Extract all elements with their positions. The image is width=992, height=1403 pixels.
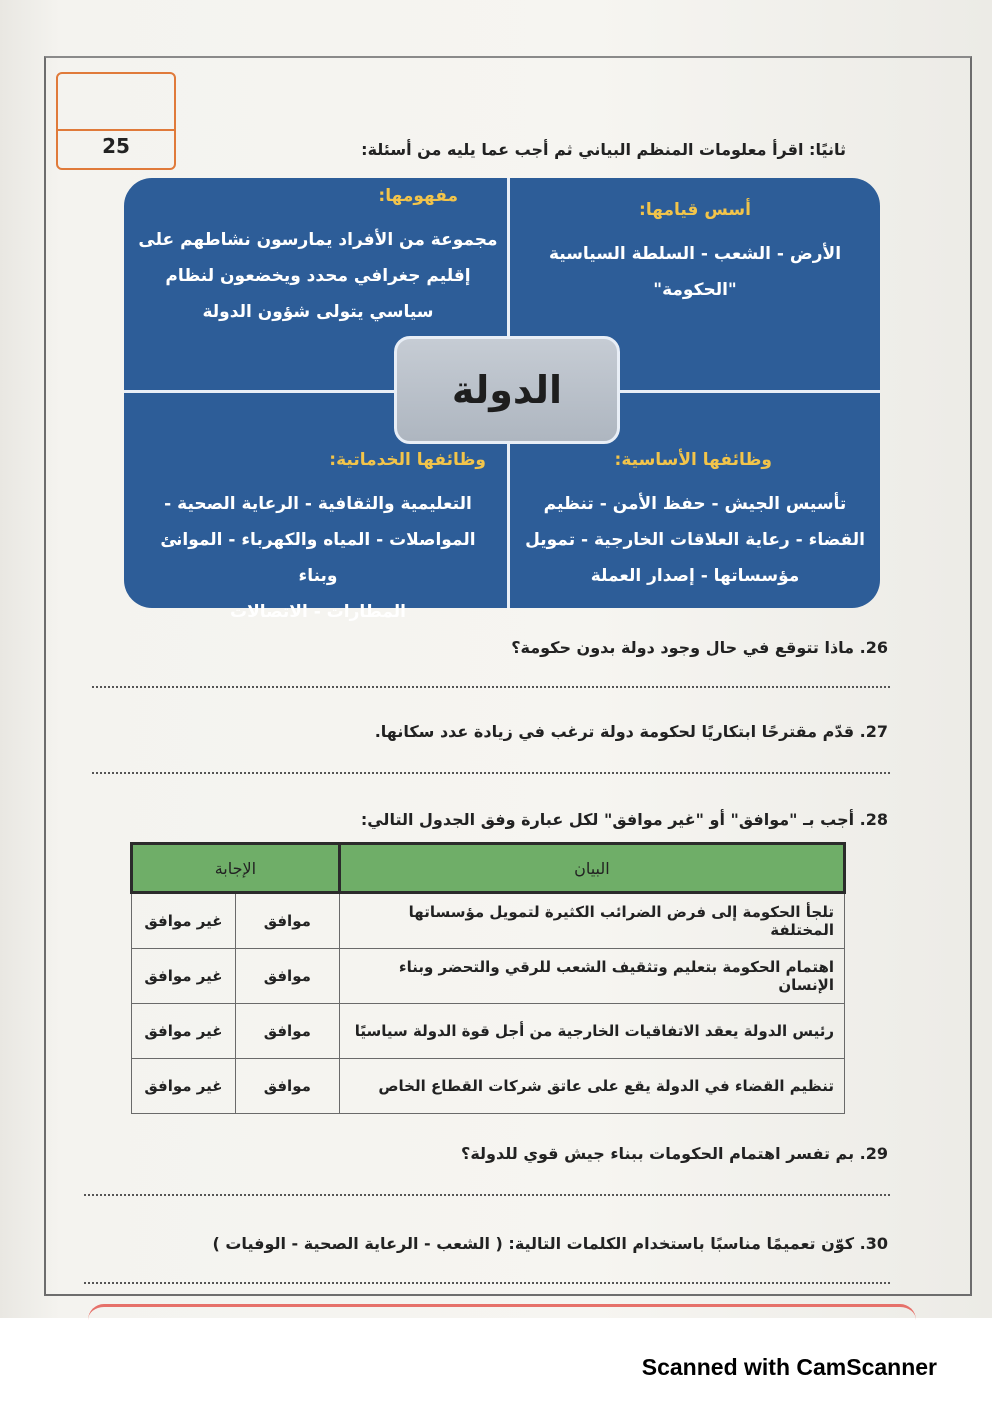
page-number-box — [56, 72, 176, 170]
answer-line-30[interactable] — [84, 1282, 890, 1284]
scanner-watermark: Scanned with CamScanner — [641, 1354, 937, 1380]
page-number-divider — [58, 129, 174, 131]
question-27: 27. قدّم مقترحًا ابتكاريًا لحكومة دولة ترغب في زيادة عدد سكانها. — [374, 722, 888, 741]
quadrant-line: مجموعة من الأفراد يمارسون نشاطهم على — [138, 230, 498, 250]
agree-option[interactable]: موافق — [235, 1059, 339, 1114]
statement-cell: تلجأ الحكومة إلى فرض الضرائب الكثيرة لتمويل مؤسساتها المختلفة — [339, 893, 844, 949]
question-29: 29. بم تفسر اهتمام الحكومات ببناء جيش قوي للدولة؟ — [461, 1144, 888, 1163]
quadrant-line: تأسيس الجيش - حفظ الأمن - تنظيم — [543, 494, 847, 514]
agree-option[interactable]: موافق — [235, 893, 339, 949]
disagree-option[interactable]: غير موافق — [132, 949, 236, 1004]
map-center-label: الدولة — [394, 336, 620, 444]
quadrant-line: المواصلات - المياه والكهرباء - الموانئ وبناء — [160, 530, 476, 586]
disagree-option[interactable]: غير موافق — [132, 1059, 236, 1114]
quadrant-line: الأرض - الشعب - السلطة السياسية — [548, 244, 842, 264]
table-header-answer: الإجابة — [132, 844, 340, 893]
quadrant-concept — [138, 186, 498, 330]
quadrant-line: التعليمية والثقافية - الرعاية الصحية - — [164, 494, 472, 514]
answer-line-26[interactable] — [92, 686, 890, 688]
question-26: 26. ماذا تتوقع في حال وجود دولة بدون حكومة؟ — [511, 638, 888, 657]
answer-line-27[interactable] — [92, 772, 890, 774]
statement-cell: اهتمام الحكومة بتعليم وتثقيف الشعب للرقي والتحضر وبناء الإنسان — [339, 949, 844, 1004]
agree-option[interactable]: موافق — [235, 949, 339, 1004]
disagree-option[interactable]: غير موافق — [132, 1004, 236, 1059]
quadrant-line: إقليم جغرافي محدد ويخضعون لنظام — [165, 266, 471, 286]
quadrant-line: "الحكومة" — [653, 280, 737, 300]
statement-cell: رئيس الدولة يعقد الاتفاقيات الخارجية من أجل قوة الدولة سياسيًا — [339, 1004, 844, 1059]
quadrant-basic-functions — [522, 450, 868, 594]
table-header-statement: البيان — [339, 844, 844, 893]
disagree-option[interactable]: غير موافق — [132, 893, 236, 949]
page-number: 25 — [102, 134, 130, 158]
section-intro: ثانيًا: اقرأ معلومات المنظم البياني ثم أجب عما يليه من أسئلة: — [361, 140, 846, 159]
table-row — [132, 1004, 845, 1059]
quadrant-title: مفهومها: — [378, 186, 458, 206]
bottom-decorative-border — [88, 1304, 916, 1323]
agree-option[interactable]: موافق — [235, 1004, 339, 1059]
concept-map — [124, 178, 880, 622]
quadrant-line: سياسي يتولى شؤون الدولة — [202, 302, 434, 322]
answer-line-29[interactable] — [84, 1194, 890, 1196]
table-row — [132, 893, 845, 949]
quadrant-service-functions — [138, 450, 498, 630]
quadrant-title: وظائفها الخدماتية: — [329, 450, 486, 470]
agree-disagree-table — [130, 842, 846, 1114]
quadrant-title: وظائفها الأساسية: — [614, 450, 772, 470]
quadrant-title: أسس قيامها: — [639, 200, 751, 220]
quadrant-line: القضاء - رعاية العلاقات الخارجية - تمويل — [525, 530, 865, 550]
statement-cell: تنظيم القضاء في الدولة يقع على عاتق شركات القطاع الخاص — [339, 1059, 844, 1114]
quadrant-pillars — [522, 200, 868, 308]
question-30: 30. كوّن تعميمًا مناسبًا باستخدام الكلمات التالية: ( الشعب - الرعاية الصحية - الوفيات ) — [212, 1234, 888, 1253]
table-row — [132, 1059, 845, 1114]
quadrant-line: مؤسساتها - إصدار العملة — [590, 566, 800, 586]
question-28: 28. أجب بـ "موافق" أو "غير موافق" لكل عبارة وفق الجدول التالي: — [360, 810, 888, 829]
table-row — [132, 949, 845, 1004]
quadrant-line: المطارات - الاتصالات — [230, 602, 406, 622]
